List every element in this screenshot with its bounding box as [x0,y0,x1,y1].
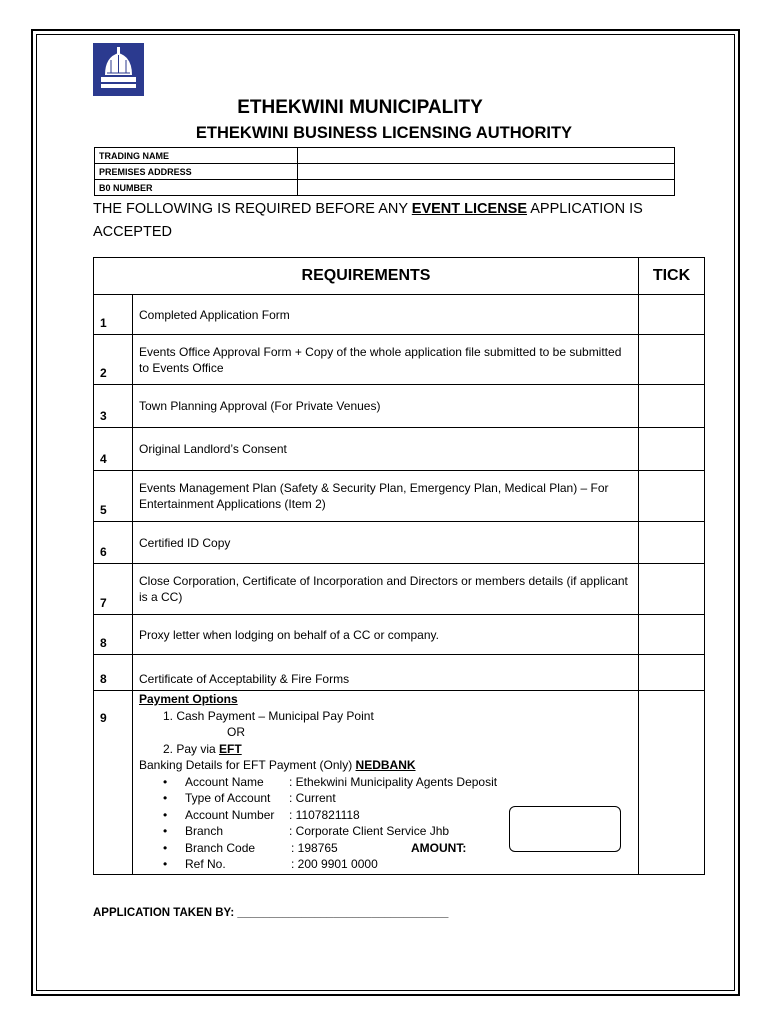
requirement-text: Close Corporation, Certificate of Incorporation and Directors or members details (if applicant is a CC) [133,564,639,615]
row-number: 7 [94,564,133,615]
b0-number-label: B0 NUMBER [95,180,298,196]
payment-option-cash: 1. Cash Payment – Municipal Pay Point [163,708,374,723]
table-row [94,385,705,428]
page-title: ETHEKWINI MUNICIPALITY [237,97,483,118]
tick-box[interactable] [639,428,705,471]
premises-address-label: PREMISES ADDRESS [95,164,298,180]
row-number: 1 [94,295,133,335]
row-number: 5 [94,471,133,522]
detail-label: Branch [185,824,224,838]
table-row [94,335,705,385]
requirement-text: Events Management Plan (Safety & Security Plan, Emergency Plan, Medical Plan) – For Entertainment Applications (Item 2) [133,471,639,522]
municipality-logo [93,43,144,96]
bank-name: NEDBANK [355,758,416,772]
table-row [95,148,675,164]
tick-box[interactable] [639,335,705,385]
tick-box[interactable] [639,564,705,615]
tick-box[interactable] [639,655,705,691]
table-row [94,615,705,655]
table-row [95,164,675,180]
tick-box[interactable] [639,522,705,564]
notice-event-license: EVENT LICENSE [411,201,528,217]
application-taken-by[interactable]: APPLICATION TAKEN BY: _________________________________ [93,907,449,919]
detail-value: : Current [289,791,336,805]
detail-value: : Corporate Client Service Jhb [289,824,450,838]
requirement-text: Certified ID Copy [133,522,639,564]
detail-label: Ref No. [185,857,226,871]
banking-prefix: Banking Details for EFT Payment (Only) [139,758,356,772]
row-number: 2 [94,335,133,385]
requirements-header: REQUIREMENTS [94,258,639,295]
bank-detail-item: • Branch : Corporate Client Service Jhb [163,824,450,838]
payment-options-heading: Payment Options [139,692,238,706]
applicant-info-table [94,147,675,196]
requirement-notice [93,198,693,244]
table-row [94,428,705,471]
table-row [94,295,705,335]
row-number: 6 [94,522,133,564]
notice-text-start: THE FOLLOWING IS REQUIRED BEFORE ANY [93,201,412,217]
amount-input-box[interactable] [509,806,621,852]
tick-box[interactable] [639,691,705,875]
bank-detail-item: • Account Number : 1107821118 [163,807,360,822]
bank-detail-item: • Type of Account : Current [163,791,336,805]
detail-label: Branch Code [185,840,256,855]
detail-label: Account Name [185,774,264,789]
row-number: 3 [94,385,133,428]
detail-value: : 200 9901 0000 [291,857,378,871]
page-subtitle: ETHEKWINI BUSINESS LICENSING AUTHORITY [195,124,573,142]
eft-prefix: 2. Pay via [163,741,220,756]
b0-number-field[interactable] [298,180,675,196]
row-number: 8 [94,615,133,655]
tick-box[interactable] [639,471,705,522]
requirement-text: Completed Application Form [133,295,639,335]
requirement-text: Certificate of Acceptability & Fire Forms [133,655,639,691]
tick-box[interactable] [639,615,705,655]
bank-detail-item: • Branch Code : 198765 AMOUNT: [163,840,467,855]
bank-detail-item: • Account Name : Ethekwini Municipality Agents Deposit [163,774,498,789]
detail-value: : 1107821118 [289,807,360,822]
requirement-text: Town Planning Approval (For Private Venues) [133,385,639,428]
tick-header: TICK [639,258,705,295]
detail-value: : 198765 [291,840,338,855]
eft-label: EFT [219,741,242,756]
table-row [94,471,705,522]
requirement-text: Original Landlord’s Consent [133,428,639,471]
table-row [94,564,705,615]
tick-box[interactable] [639,385,705,428]
trading-name-label: TRADING NAME [95,148,298,164]
requirement-text: Events Office Approval Form + Copy of the whole application file submitted to be submitted to Events Office [133,335,639,385]
detail-label: Account Number [185,807,275,822]
row-number: 8 [94,655,133,691]
requirement-text: Proxy letter when lodging on behalf of a CC or company. [133,615,639,655]
table-row [95,180,675,196]
detail-label: Type of Account [185,791,271,805]
trading-name-field[interactable] [298,148,675,164]
notice-text-end: APPLICATION IS ACCEPTED [93,201,643,240]
payment-option-eft [139,741,632,758]
banking-details-heading [139,757,632,774]
premises-address-field[interactable] [298,164,675,180]
row-number: 9 [94,691,133,875]
table-row [94,522,705,564]
detail-value: : Ethekwini Municipality Agents Deposit [289,774,498,789]
requirements-table [93,257,705,875]
bank-detail-item: • Ref No. : 200 9901 0000 [163,857,378,871]
payment-or: OR [227,725,245,739]
amount-label: AMOUNT: [411,840,467,855]
table-header-row [94,258,705,295]
table-row [94,655,705,691]
row-number: 4 [94,428,133,471]
tick-box[interactable] [639,295,705,335]
